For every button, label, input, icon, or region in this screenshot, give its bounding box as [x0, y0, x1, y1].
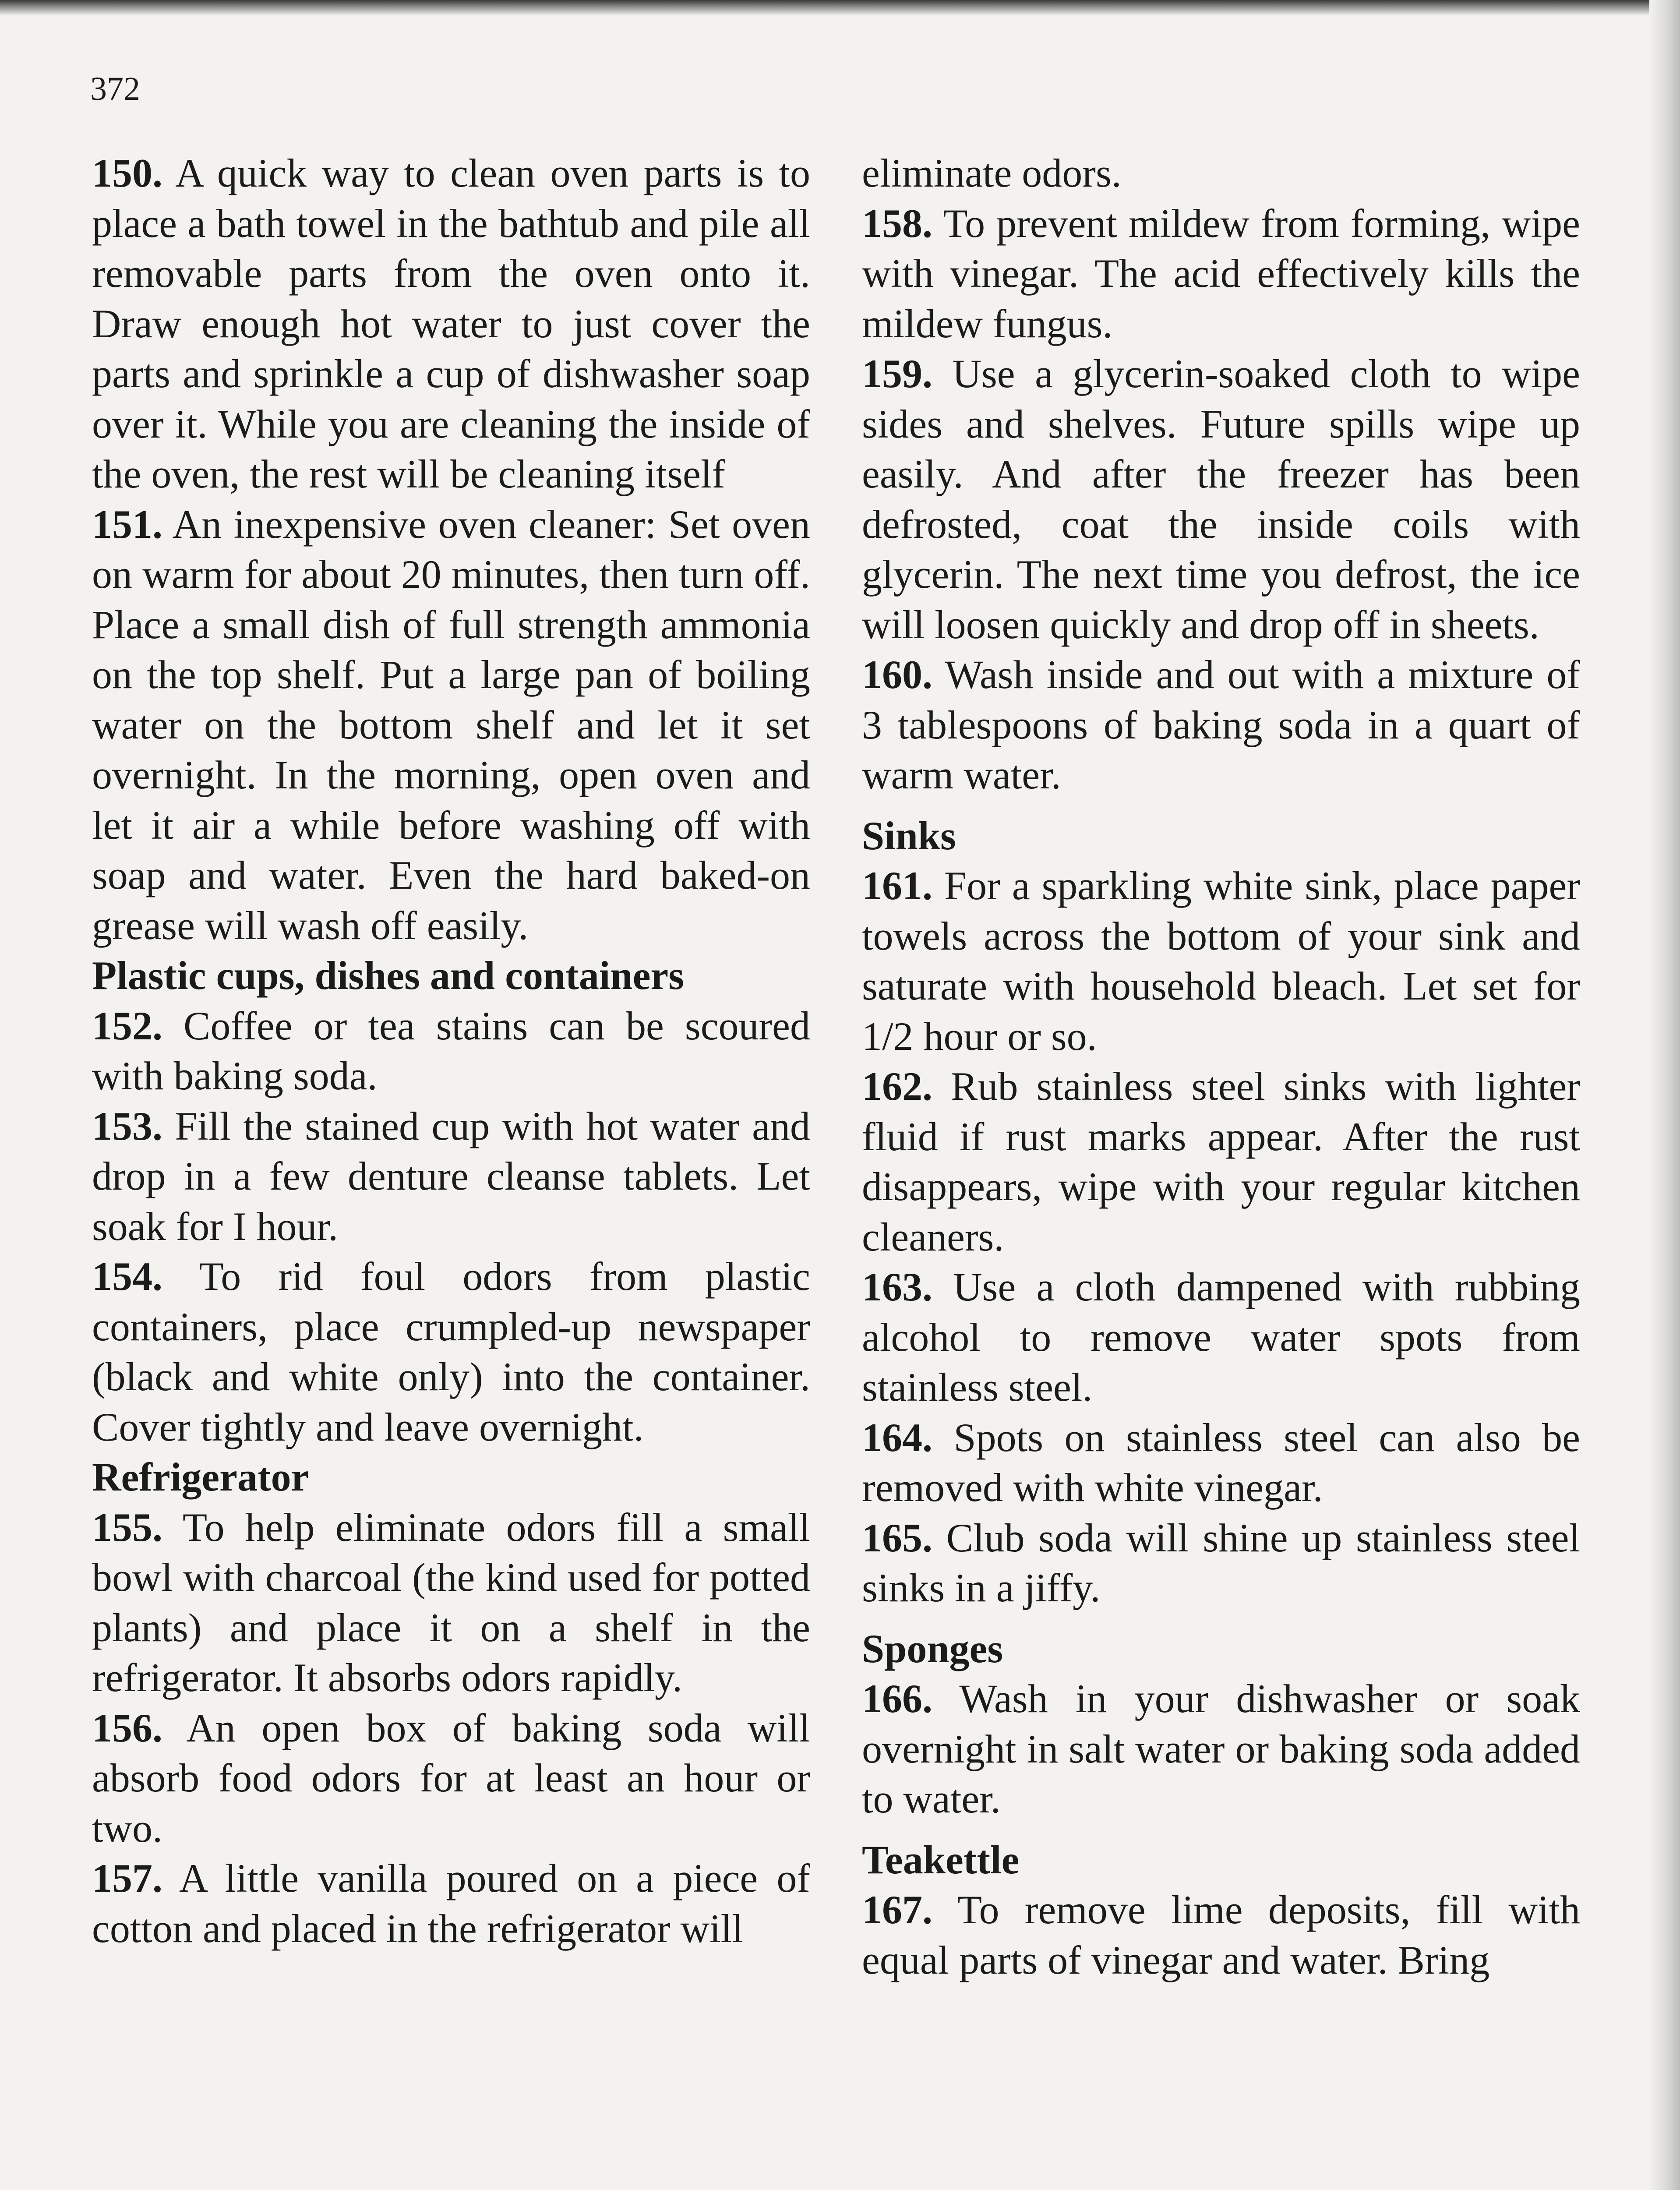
tip-text: Use a cloth dampened with rubbing alcohol to remove water spots from stainless steel.: [862, 1265, 1580, 1409]
tip-number: 156.: [92, 1705, 162, 1750]
tip-number: 150.: [92, 151, 162, 195]
tip-text: For a sparkling white sink, place paper towels across the bottom of your sink and saturate with household bleach. Let set for 1/2 hour or so.: [862, 863, 1581, 1059]
tip-text: Coffee or tea stains can be scoured with baking soda.: [92, 1003, 810, 1098]
tip-164: [862, 1413, 1580, 1513]
tip-160: [862, 650, 1580, 800]
section-heading-sponges: Sponges: [862, 1626, 1003, 1671]
tip-text: Wash inside and out with a mixture of 3 tablespoons of baking soda in a quart of warm water.: [862, 652, 1580, 797]
tip-number: 157.: [92, 1856, 162, 1900]
tip-number: 163.: [862, 1265, 932, 1309]
section-heading-plastic: Plastic cups, dishes and containers: [92, 953, 685, 998]
tip-number: 154.: [92, 1254, 162, 1299]
page-top-shadow: [0, 0, 1680, 16]
tip-number: 152.: [92, 1003, 162, 1048]
tip-153: [92, 1101, 810, 1252]
tip-number: 155.: [92, 1505, 162, 1550]
tip-number: 162.: [862, 1064, 932, 1109]
tip-157-continuation: eliminate odors.: [862, 151, 1122, 195]
left-column: [92, 148, 810, 1953]
tip-text: Fill the stained cup with hot water and drop in a few denture cleanse tablets. Let soak for I hour.: [92, 1103, 810, 1249]
tip-number: 160.: [862, 652, 932, 697]
tip-text: Spots on stainless steel can also be removed with white vinegar.: [862, 1415, 1581, 1510]
tip-number: 161.: [862, 863, 932, 908]
tip-number: 167.: [862, 1887, 932, 1932]
tip-text: A little vanilla poured on a piece of cotton and placed in the refrigerator will: [92, 1856, 810, 1951]
tip-163: [862, 1262, 1580, 1413]
tip-155: [92, 1502, 810, 1703]
tip-number: 165.: [862, 1515, 932, 1560]
right-column: [862, 148, 1580, 1985]
tip-text: Wash in your dishwasher or soak overnight in salt water or baking soda added to water.: [862, 1676, 1581, 1821]
tip-166: [862, 1674, 1580, 1824]
page-edge-shadow: [1649, 0, 1680, 2190]
tip-154: [92, 1251, 810, 1452]
tip-text: To remove lime deposits, fill with equal parts of vinegar and water. Bring: [862, 1887, 1580, 1982]
tip-text: Use a glycerin-soaked cloth to wipe sides and shelves. Future spills wipe up easily. And after the freezer has been defrosted, coat the inside coils with glycerin. The next time you defrost, the ice will loosen quickly and drop off in sheets.: [862, 351, 1581, 647]
tip-number: 164.: [862, 1415, 932, 1460]
section-heading-sinks: Sinks: [862, 813, 956, 858]
tip-157: [92, 1853, 810, 1953]
tip-number: 166.: [862, 1676, 932, 1721]
tip-165: [862, 1513, 1580, 1613]
tip-text: An open box of baking soda will absorb food odors for at least an hour or two.: [92, 1705, 810, 1851]
tip-150: [92, 148, 810, 499]
section-heading-refrigerator: Refrigerator: [92, 1455, 309, 1499]
tip-167: [862, 1885, 1580, 1985]
tip-159: [862, 349, 1580, 650]
tip-number: 159.: [862, 351, 932, 396]
tip-152: [92, 1001, 810, 1101]
tip-text: A quick way to clean oven parts is to place a bath towel in the bathtub and pile all removable parts from the oven onto it. Draw enough hot water to just cover the parts and sprinkle a cup of dishwasher soap over it. While you are cleaning the inside of the oven, the rest will be cleaning itself: [92, 151, 810, 496]
tip-text: To help eliminate odors fill a small bowl with charcoal (the kind used for potted plants) and place it on a shelf in the refrigerator. It absorbs odors rapidly.: [92, 1505, 810, 1700]
page-number: 372: [90, 71, 140, 107]
tip-number: 151.: [92, 502, 162, 547]
section-heading-teakettle: Teakettle: [862, 1837, 1020, 1882]
tip-text: To prevent mildew from forming, wipe with vinegar. The acid effectively kills the mildew fungus.: [862, 201, 1580, 346]
tip-text: Rub stainless steel sinks with lighter fluid if rust marks appear. After the rust disappears, wipe with your regular kitchen cleaners.: [862, 1064, 1581, 1259]
tip-text: To rid foul odors from plastic containers, place crumpled-up newspaper (black and white only) into the container. Cover tightly and leave overnight.: [92, 1254, 810, 1449]
tip-162: [862, 1061, 1580, 1262]
tip-text: Club soda will shine up stainless steel sinks in a jiffy.: [862, 1515, 1581, 1610]
tip-161: [862, 861, 1580, 1061]
tip-156: [92, 1703, 810, 1854]
tip-text: An inexpensive oven cleaner: Set oven on warm for about 20 minutes, then turn off. Place a small dish of full strength ammonia on the top shelf. Put a large pan of boiling water on the bottom shelf and let it set overnight. In the morning, open oven and let it air a while before washing off with soap and water. Even the hard baked-on grease will wash off easily.: [92, 502, 810, 948]
tip-158: [862, 198, 1580, 349]
tip-151: [92, 499, 810, 951]
tip-number: 153.: [92, 1103, 162, 1148]
tip-number: 158.: [862, 201, 932, 246]
